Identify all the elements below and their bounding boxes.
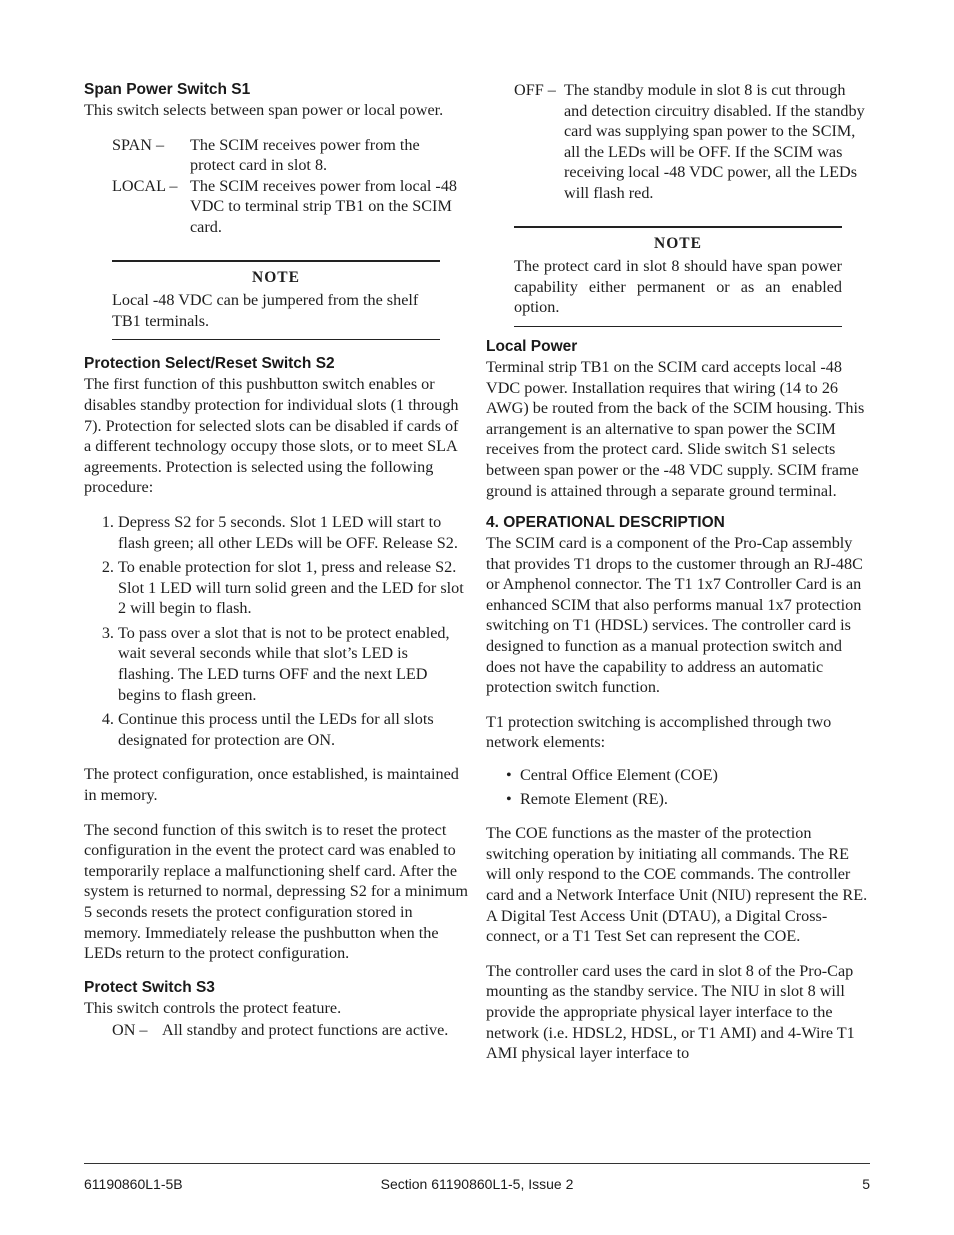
operational-heading: 4. OPERATIONAL DESCRIPTION (486, 514, 725, 532)
s1-def-local (112, 176, 468, 238)
s2-para3: The second function of this switch is to reset the protect configuration in the event the protect card was enabled to temporarily replace a malfunctioning shelf card. After the system is returned to normal, depressing S2 for a minimum 5 seconds resets the protect configuration stored in memory. Immediately release the pushbutton when the LEDs return to the protect configuration. (84, 820, 468, 963)
s2-heading: Protection Select/Reset Switch S2 (84, 355, 335, 373)
operational-para3: The COE functions as the master of the protection switching operation by initiating all commands. The RE will only respond to the COE commands. The controller card and a Network Interface Unit (NIU) represent the RE. A Digital Test Access Unit (DTAU), a Digital Cross-connect, or a T1 Test Set can represent the COE. (486, 824, 868, 946)
note-title: NOTE (654, 234, 702, 252)
def-desc: The SCIM receives power from local -48 VDC to terminal strip TB1 on the SCIM card. (190, 176, 458, 236)
s3-note (514, 226, 842, 327)
def-desc: All standby and protect functions are active. (162, 1021, 449, 1040)
operational-para4: The controller card uses the card in slot 8 of the Pro-Cap mounting as the standby service. The NIU in slot 8 will provide the appropriate physical layer interface to the network (i.e. HDSL2, HDSL, or T1 AMI) and 4-Wire T1 AMI physical layer interface to (486, 961, 855, 1063)
footer-rule (84, 1163, 870, 1164)
list-item: 2. To enable protection for slot 1, press and release S2. Slot 1 LED will turn solid green and the LED for slot 2 will begin to flash. (118, 557, 468, 619)
local-power-heading: Local Power (486, 337, 578, 355)
def-desc: The standby module in slot 8 is cut through and detection circuitry disabled. If the standby card was supplying span power to the SCIM, all the LEDs will be OFF. If the SCIM was receiving local -48 VDC power, all the LEDs will flash red. (564, 81, 865, 202)
s2-intro: The first function of this pushbutton switch enables or disables standby protection for individual slots (1 through 7). Protection for selected slots can be disabled if cards of a different technology occupy those slots, or to meet SLA agreements. Protection is selected using the following procedure: (84, 375, 459, 497)
s3-heading: Protect Switch S3 (84, 978, 215, 996)
note-text: The protect card in slot 8 should have span power capability either permanent or as an enabled option. (514, 257, 842, 317)
s1-heading: Span Power Switch S1 (84, 81, 251, 98)
s1-intro: This switch selects between span power or local power. (84, 101, 444, 119)
list-item: • Remote Element (RE). (520, 789, 870, 810)
s1-note (112, 260, 440, 341)
footer-section: Section 61190860L1-5, Issue 2 (380, 1176, 574, 1192)
def-term: SPAN – (112, 135, 165, 154)
def-term: OFF – (514, 81, 556, 99)
right-column (486, 80, 870, 1064)
s2-para2: The protect configuration, once established, is maintained in memory. (84, 765, 459, 805)
s3-def-on (112, 1020, 468, 1041)
s2-steps (84, 512, 468, 751)
note-text: Local -48 VDC can be jumpered from the shelf TB1 terminals. (112, 291, 419, 330)
list-item: • Central Office Element (COE) (520, 765, 870, 786)
operational-bullets (486, 765, 870, 809)
footer-doc-number: 61190860L1-5B (84, 1176, 183, 1192)
def-term: ON – (112, 1021, 148, 1040)
left-column (84, 80, 468, 1041)
list-item: 3. To pass over a slot that is not to be protect enabled, wait several seconds while that slot’s LED is flashing. The LED turns OFF and the next LED begins to flash green. (118, 623, 468, 705)
def-desc: The SCIM receives power from the protect card in slot 8. (190, 135, 420, 175)
s3-intro: This switch controls the protect feature. (84, 998, 342, 1017)
operational-para2: T1 protection switching is accomplished through two network elements: (486, 712, 832, 752)
list-item: 4. Continue this process until the LEDs for all slots designated for protection are ON. (118, 709, 468, 750)
local-power-text: Terminal strip TB1 on the SCIM card accepts local -48 VDC power. Installation requires that wiring (14 to 26 AWG) be routed from the back of the SCIM housing. This arrangement is an alternative to span power the SCIM receives from the protect card. Slide switch S1 selects between span power or the -48 VDC supply. SCIM frame ground is attained through a separate ground terminal. (486, 357, 865, 500)
s3-def-off (514, 80, 870, 204)
list-item: 1. Depress S2 for 5 seconds. Slot 1 LED will start to flash green; all other LEDs will be OFF. Release S2. (118, 512, 468, 553)
s1-def-span (112, 135, 468, 176)
def-term: LOCAL – (112, 176, 178, 195)
footer-page-number: 5 (862, 1176, 870, 1192)
note-title: NOTE (252, 268, 300, 286)
operational-para1: The SCIM card is a component of the Pro-Cap assembly that provides T1 drops to the customer through an RJ-48C or Amphenol connector. The T1 1x7 Controller Card is an enhanced SCIM that also performs manual 1x7 protection switching on T1 (HDSL) services. The controller card is designed to function as a manual protection switch and does not have the capability to address an automatic protection switch function. (486, 534, 863, 697)
